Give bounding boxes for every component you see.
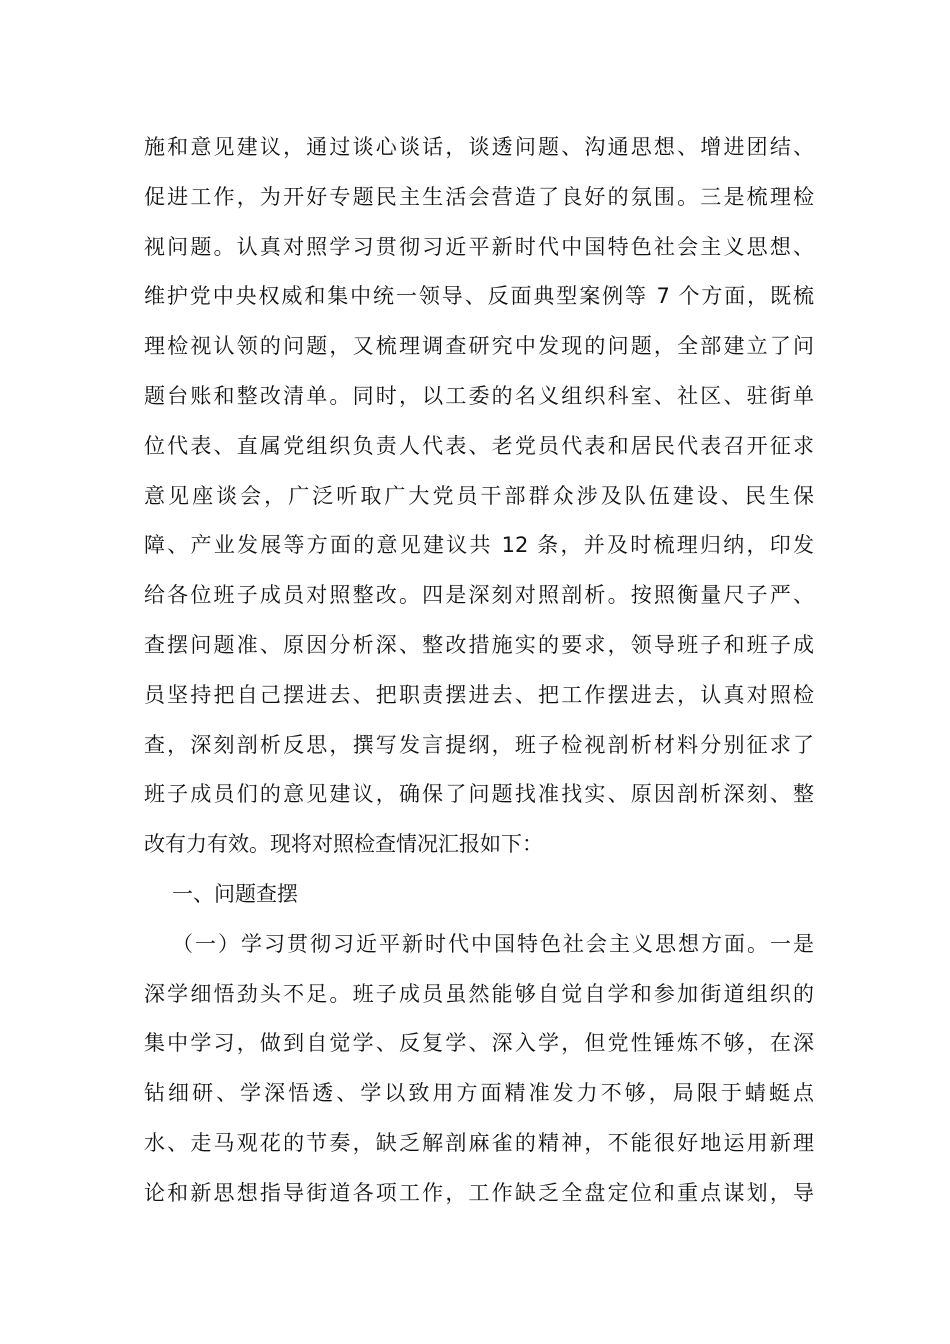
text-line: 钻细研、学深悟透、学以致用方面精准发力不够，局限于蜻蜓点 <box>144 1081 814 1106</box>
section-heading: 一、问题查摆 <box>172 881 298 906</box>
text-line: 视问题。认真对照学习贯彻习近平新时代中国特色社会主义思想、 <box>144 234 814 259</box>
text-line: 理检视认领的问题，又梳理调查研究中发现的问题，全部建立了问 <box>144 334 814 359</box>
text-line: 障、产业发展等方面的意见建议共 12 条，并及时梳理归纳，印发 <box>144 533 814 558</box>
text-line: 维护党中央权威和集中统一领导、反面典型案例等 7 个方面，既梳 <box>144 284 814 309</box>
text-line: 查，深刻剖析反思，撰写发言提纲，班子检视剖析材料分别征求了 <box>144 732 814 757</box>
text-line: 题台账和整改清单。同时，以工委的名义组织科室、社区、驻街单 <box>144 383 814 408</box>
text-line: 给各位班子成员对照整改。四是深刻对照剖析。按照衡量尺子严、 <box>144 583 814 608</box>
text-line: 查摆问题准、原因分析深、整改措施实的要求，领导班子和班子成 <box>144 632 814 657</box>
text-line: 班子成员们的意见建议，确保了问题找准找实、原因剖析深刻、整 <box>144 782 814 807</box>
text-line: 促进工作，为开好专题民主生活会营造了良好的氛围。三是梳理检 <box>144 184 814 209</box>
text-line: 员坚持把自己摆进去、把职责摆进去、把工作摆进去，认真对照检 <box>144 682 814 707</box>
text-line: 集中学习，做到自觉学、反复学、深入学，但党性锤炼不够，在深 <box>144 1031 814 1056</box>
text-line: 水、走马观花的节奏，缺乏解剖麻雀的精神，不能很好地运用新理 <box>144 1130 814 1155</box>
text-line: 施和意见建议，通过谈心谈话，谈透问题、沟通思想、增进团结、 <box>144 135 814 159</box>
text-line: 论和新思想指导街道各项工作，工作缺乏全盘定位和重点谋划，导 <box>144 1180 814 1205</box>
text-line: 位代表、直属党组织负责人代表、老党员代表和居民代表召开征求 <box>144 433 814 458</box>
body-text <box>144 123 814 1219</box>
text-line: 深学细悟劲头不足。班子成员虽然能够自觉自学和参加街道组织的 <box>144 981 814 1006</box>
subsection-start-line: （一）学习贯彻习近平新时代中国特色社会主义思想方面。一是 <box>172 931 814 956</box>
text-line: 意见座谈会，广泛听取广大党员干部群众涉及队伍建设、民生保 <box>144 483 814 508</box>
text-line: 改有力有效。现将对照检查情况汇报如下： <box>144 832 543 857</box>
